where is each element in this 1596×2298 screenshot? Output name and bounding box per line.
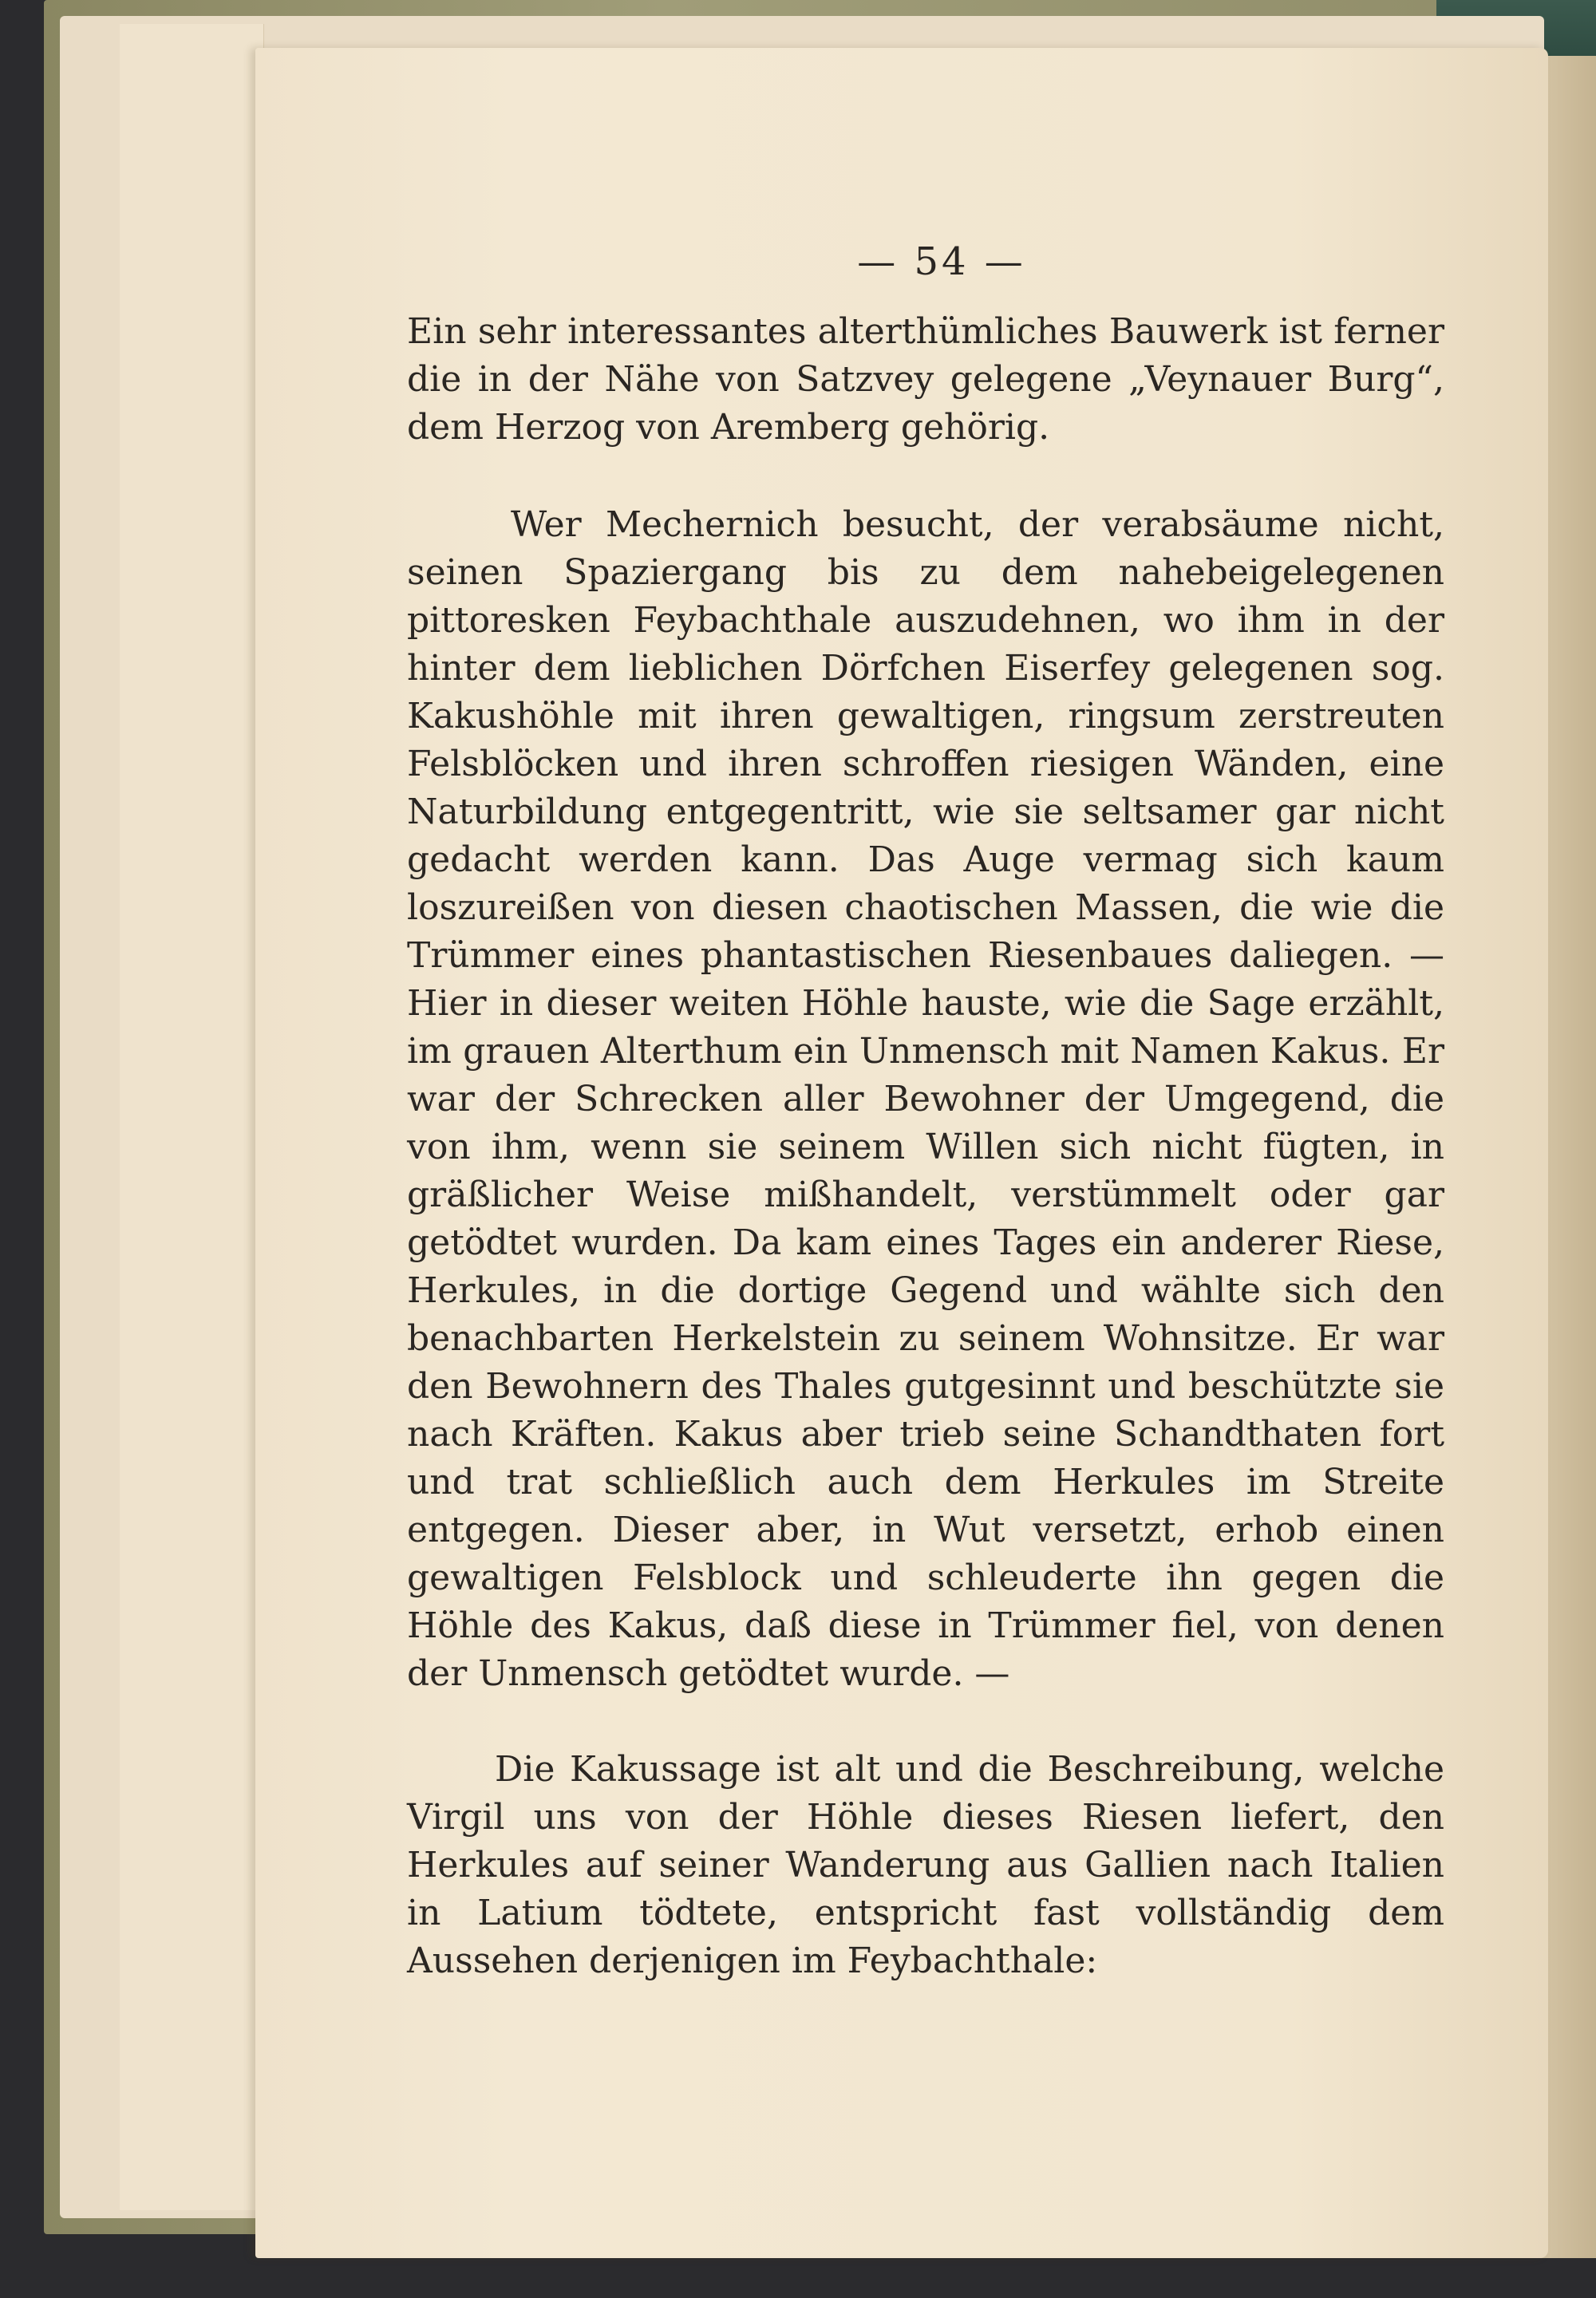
paragraph-2: Wer Mechernich besucht, der verabsäume nicht, seinen Spaziergang bis zu dem nahebeigelegenen pittoresken Feybachthale auszudehnen, wo ihm in der hinter dem lieblichen Dörfchen Eiserfey gelegenen sog. Kakushöhle mit ihren gewaltigen, ringsum zerstreuten Felsblöcken und ihren schroffen riesigen Wänden, eine Naturbildung entgegentritt, wie sie seltsamer gar nicht gedacht werden kann. Das Auge vermag sich kaum loszureißen von diesen chaotischen Massen, die wie die Trümmer eines phantastischen Riesenbaues daliegen. — Hier in dieser weiten Höhle hauste, wie die Sage erzählt, im grauen Alterthum ein Unmensch mit Namen Kakus. Er war der Schrecken aller Bewohner der Umgegend, die von ihm, wenn sie seinem Willen sich nicht fügten, in gräßlicher Weise mißhandelt, verstümmelt oder gar getödtet wurden. Da kam eines Tages ein anderer Riese, Herkules, in die dortige Gegend und wählte sich den benachbarten Herkelstein zu seinem Wohnsitze. Er war den Bewohnern des Thales gutgesinnt und beschützte sie nach Kräften. Kakus aber trieb seine Schandthaten fort und trat schließlich auch dem Herkules im Streite entgegen. Dieser aber, in Wut versetzt, erhob einen gewaltigen Felsblock und schleuderte ihn gegen die Höhle des Kakus, daß diese in Trümmer fiel, von denen der Unmensch getödtet wurde. — xyxy=(407,504,1444,1694)
page-number: — 54 — xyxy=(857,239,1026,284)
paragraph-3: Die Kakussage ist alt und die Beschreibung, welche Virgil uns von der Höhle dieses Riesen liefert, den Herkules auf seiner Wanderung aus Gallien nach Italien in Latium tödtete, entspricht fast vollständig dem Aussehen derjenigen im Feybachthale: xyxy=(407,1749,1444,1981)
paragraph-1: Ein sehr interessantes alterthümliches Bauwerk ist ferner die in der Nähe von Satzvey gelegene „Veynauer Burg“, dem Herzog von Aremberg gehörig. xyxy=(407,311,1444,448)
page-text xyxy=(407,239,1444,1985)
